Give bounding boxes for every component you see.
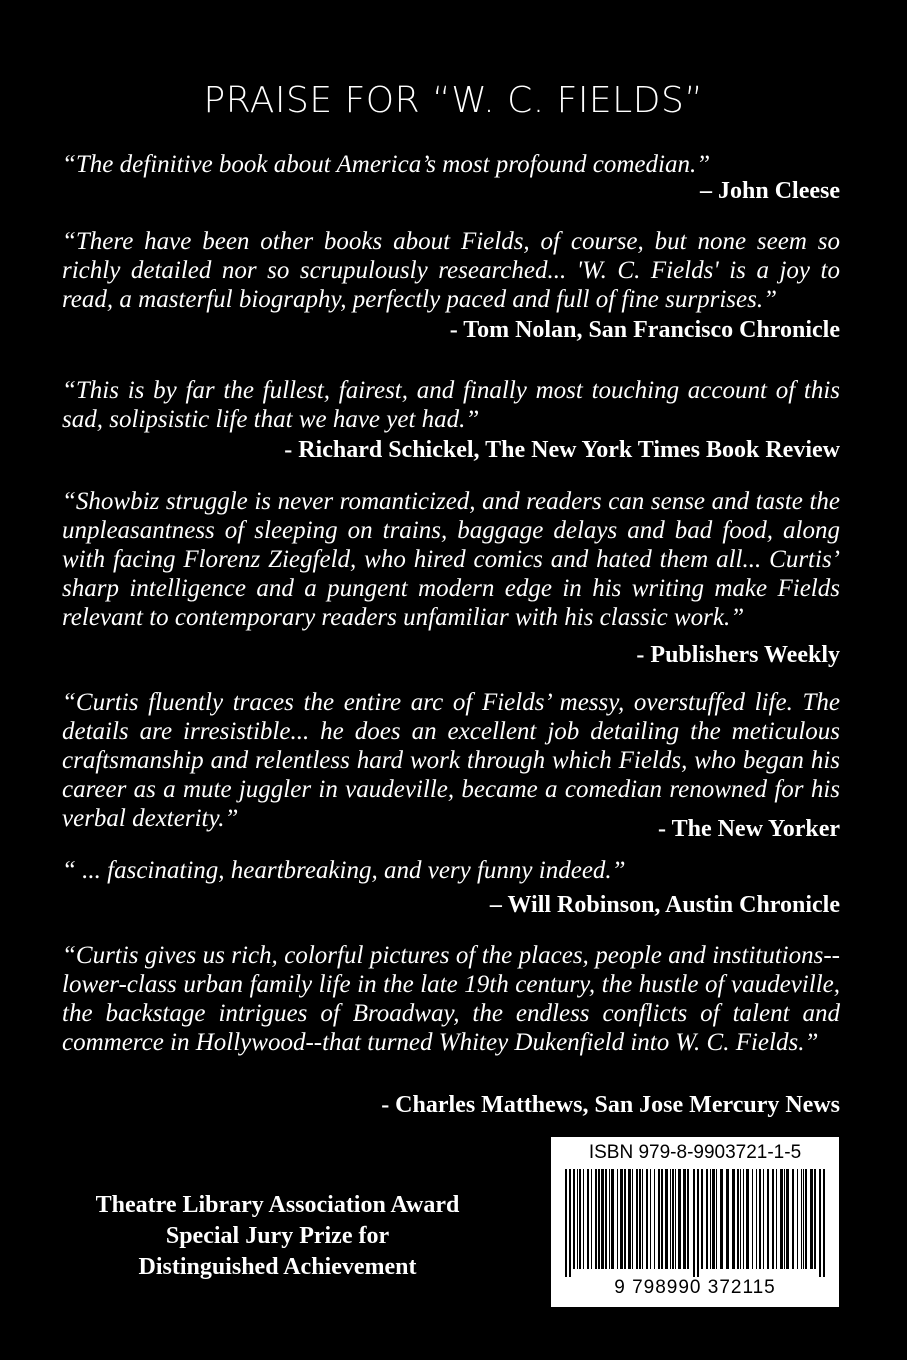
barcode-bar bbox=[587, 1169, 589, 1269]
barcode-bar bbox=[776, 1169, 777, 1269]
barcode-bar bbox=[598, 1169, 600, 1269]
barcode-bar bbox=[805, 1169, 807, 1269]
barcode-bar bbox=[780, 1169, 783, 1269]
page-title: PRAISE FOR “W. C. FIELDS” bbox=[203, 80, 704, 121]
barcode-bar bbox=[595, 1169, 597, 1269]
barcode-bar bbox=[591, 1169, 592, 1269]
barcode-bar bbox=[573, 1169, 575, 1269]
barcode-bar bbox=[609, 1169, 610, 1269]
attribution-austin-chronicle: – Will Robinson, Austin Chronicle bbox=[489, 892, 840, 918]
barcode-bar bbox=[792, 1169, 794, 1269]
barcode-bar bbox=[617, 1169, 618, 1269]
barcode-bar bbox=[632, 1169, 633, 1269]
barcode-bar bbox=[737, 1169, 739, 1269]
barcode-bar bbox=[801, 1169, 802, 1269]
barcode-bar bbox=[767, 1169, 769, 1269]
barcode-bar bbox=[697, 1169, 699, 1277]
barcode-bar bbox=[665, 1169, 668, 1269]
barcode-bar bbox=[720, 1169, 723, 1269]
attribution-publishers-weekly: - Publishers Weekly bbox=[636, 642, 840, 668]
barcode-bar bbox=[763, 1169, 764, 1269]
barcode-bar bbox=[569, 1169, 571, 1277]
barcode-bar bbox=[752, 1169, 753, 1269]
barcode-bar bbox=[579, 1169, 581, 1269]
quote-publishers-weekly: “Showbiz struggle is never romanticized, and readers can sense and taste the unpleasantness of sleeping on trains, baggage delays and bad food, along with facing Florenz Ziegfeld, who hired comics and hated them all... Curtis’ sharp intelligence and a pungent modern edge in his writing make Fields relevant to contemporary readers unfamiliar with his classic work.” bbox=[62, 488, 840, 631]
barcode-bar bbox=[759, 1169, 761, 1269]
barcode-bar bbox=[819, 1169, 821, 1277]
barcode-bar bbox=[726, 1169, 729, 1269]
barcode-bar bbox=[661, 1169, 663, 1269]
barcode-bar bbox=[814, 1169, 816, 1269]
attribution-sf-chronicle: - Tom Nolan, San Francisco Chronicle bbox=[449, 317, 840, 343]
attribution-new-yorker: - The New Yorker bbox=[658, 816, 840, 842]
barcode-bar bbox=[772, 1169, 774, 1269]
barcode-bar bbox=[650, 1169, 651, 1269]
barcode-bar bbox=[628, 1169, 631, 1269]
barcode-bar bbox=[678, 1169, 681, 1269]
barcode-bar bbox=[636, 1169, 638, 1269]
attribution-mercury-news: - Charles Matthews, San Jose Mercury News bbox=[381, 1092, 840, 1118]
barcode-bar bbox=[654, 1169, 655, 1269]
barcode-bar bbox=[706, 1169, 708, 1269]
barcode-bar bbox=[740, 1169, 741, 1269]
barcode-bar bbox=[620, 1169, 623, 1269]
quote-mercury-news: “Curtis gives us rich, colorful pictures of the places, people and institutions--lower-class urban family life in the late 19th century, the hustle of vaudeville, the backstage intrigues of Broadway, the endless conflicts of talent and commerce in Hollywood--that turned Whitey Dukenfield into W. C. Fields.” bbox=[62, 942, 840, 1056]
quote-new-yorker: “Curtis fluently traces the entire arc of Fields’ messy, overstuffed life. The details are irresistible... he does an excellent job detailing the meticulous craftsmanship and relentless hard work through which Fields, who began his career as a mute juggler in vaudeville, became a comedian renowned for his verbal dexterity.” bbox=[62, 689, 840, 832]
barcode-bar bbox=[605, 1169, 607, 1269]
barcode-bar bbox=[577, 1169, 578, 1269]
award-line-2: Special Jury Prize for bbox=[165, 1223, 390, 1249]
barcode-bar bbox=[565, 1169, 567, 1277]
barcode-bar bbox=[710, 1169, 711, 1269]
quote-austin-chronicle: “ ... fascinating, heartbreaking, and very funny indeed.” bbox=[62, 857, 626, 884]
quote-john-cleese: “The definitive book about America’s most profound comedian.” bbox=[62, 151, 711, 178]
barcode-bar bbox=[786, 1169, 789, 1269]
award-line-1: Theatre Library Association Award bbox=[95, 1192, 460, 1218]
award-line-3: Distinguished Achievement bbox=[138, 1254, 417, 1280]
barcode-bar bbox=[646, 1169, 648, 1269]
barcode-bar bbox=[823, 1169, 825, 1277]
award-block bbox=[60, 1190, 495, 1283]
barcode-bar bbox=[743, 1169, 744, 1269]
barcode-bar bbox=[810, 1169, 813, 1269]
barcode-bar bbox=[746, 1169, 749, 1269]
barcode-icon bbox=[559, 1169, 831, 1277]
barcode-bar bbox=[675, 1169, 676, 1269]
barcode-bar bbox=[611, 1169, 614, 1269]
barcode-bar bbox=[701, 1169, 703, 1269]
barcode-digits: 9 798990 372115 bbox=[614, 1277, 776, 1298]
barcode-bar bbox=[683, 1169, 686, 1269]
quote-sf-chronicle: “There have been other books about Fields, of course, but none seem so richly detailed nor so scrupulously researched... 'W. C. Fields' is a joy to read, a masterful biography, perfectly paced and full of fine surprises.” bbox=[62, 228, 840, 313]
barcode-bar bbox=[670, 1169, 671, 1269]
barcode-bar bbox=[601, 1169, 604, 1269]
barcode-bar bbox=[784, 1169, 785, 1269]
isbn-barcode-box bbox=[551, 1137, 839, 1307]
barcode-bar bbox=[732, 1169, 735, 1269]
isbn-label: ISBN 979-8-9903721-1-5 bbox=[588, 1142, 802, 1163]
barcode-bar bbox=[756, 1169, 757, 1269]
barcode-bar bbox=[712, 1169, 715, 1269]
barcode-bar bbox=[583, 1169, 584, 1269]
barcode-bar bbox=[797, 1169, 798, 1269]
barcode-bar bbox=[642, 1169, 643, 1269]
barcode-bar bbox=[672, 1169, 674, 1269]
quote-nyt-book-review: “This is by far the fullest, fairest, and finally most touching account of this sad, solipsistic life that we have yet had.” bbox=[62, 377, 840, 433]
barcode-bar bbox=[639, 1169, 641, 1269]
barcode-bar bbox=[693, 1169, 695, 1277]
attribution-john-cleese: – John Cleese bbox=[700, 178, 840, 204]
barcode-bar bbox=[687, 1169, 689, 1269]
barcode-bar bbox=[803, 1169, 804, 1269]
barcode-bar bbox=[658, 1169, 660, 1269]
barcode-bar bbox=[624, 1169, 626, 1269]
attribution-nyt-book-review: - Richard Schickel, The New York Times Book Review bbox=[284, 437, 840, 463]
barcode-bar bbox=[716, 1169, 717, 1269]
